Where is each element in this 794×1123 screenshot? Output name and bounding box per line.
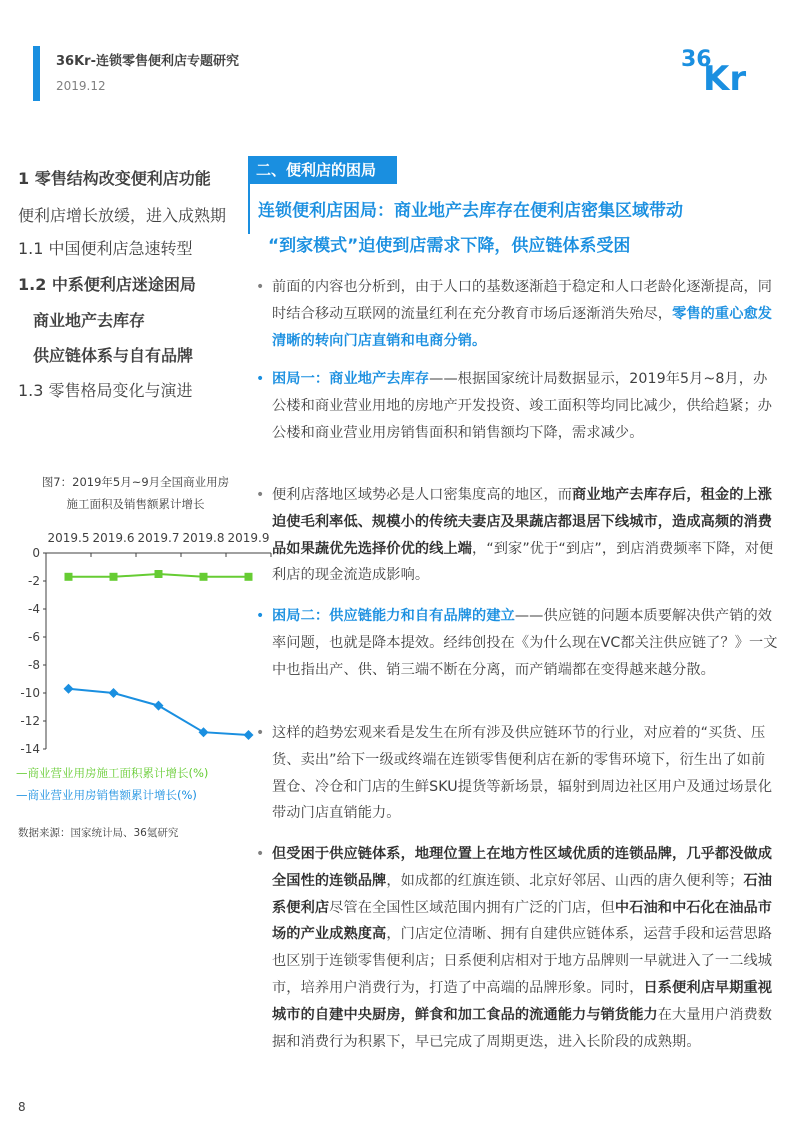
section-tag: 二、便利店的困局 bbox=[248, 156, 397, 184]
y-tick-label: -2 bbox=[28, 574, 40, 588]
toc-item-1-2[interactable]: 1.2 中系便利店迷途困局 bbox=[18, 275, 196, 294]
y-tick-label: -14 bbox=[20, 742, 40, 756]
x-tick-label: 2019.7 bbox=[137, 531, 180, 545]
paragraph-5: 这样的趋势宏观来看是发生在所有涉及供应链环节的行业，对应着的“买货、压货、卖出”给下一级或终端在连锁零售便利店在新的零售环境下，衍生出了如前置仓、冷仓和门店的生鲜SKU提货等新场景，辐射到周边社区用户及通过场景化带动门店直销能力。 bbox=[272, 725, 773, 822]
x-tick-label: 2019.5 bbox=[47, 531, 90, 545]
series-line-2 bbox=[69, 689, 249, 735]
data-point-series-1 bbox=[200, 573, 208, 581]
x-tick-label: 2019.9 bbox=[227, 531, 270, 545]
toc-item-1-3[interactable]: 1.3 零售格局变化与演进 bbox=[18, 381, 193, 400]
data-point-series-2 bbox=[154, 701, 164, 711]
bullet-icon: • bbox=[256, 608, 265, 624]
data-point-series-1 bbox=[110, 573, 118, 581]
y-tick-label: 0 bbox=[32, 546, 40, 560]
bullet-icon: • bbox=[256, 279, 265, 295]
paragraph-4: 困局二：供应链能力和自有品牌的建立——供应链的问题本质要解决供产销的效率问题，也就是降本提效。经纬创投在《为什么现在VC都关注供应链了？》一文中也指出产、供、销三端不断在分离，而产销端都在变得越来越分散。 bbox=[272, 608, 778, 678]
svg-text:36: 36 bbox=[681, 47, 712, 72]
figure-caption: 图7：2019年5月~9月全国商业用房 施工面积及销售额累计增长 bbox=[41, 475, 230, 511]
y-tick-label: -4 bbox=[28, 602, 40, 616]
paragraph-2: 困局一：商业地产去库存——根据国家统计局数据显示，2019年5月~8月，办公楼和商业营业用地的房地产开发投资、竣工面积等均同比减少，供给趋紧；办公楼和商业营业用房销售面积和销售额均下降，需求减少。 bbox=[272, 371, 773, 441]
data-point-series-1 bbox=[65, 573, 73, 581]
toc-item-real-estate[interactable]: 商业地产去库存 bbox=[33, 311, 146, 330]
report-title: 36Kr-连锁零售便利店专题研究 bbox=[56, 54, 239, 69]
bullet-icon: • bbox=[256, 487, 265, 503]
section-headline-line1: 连锁便利店困局：商业地产去库存在便利店密集区域带动 bbox=[258, 201, 683, 221]
data-point-series-2 bbox=[109, 688, 119, 698]
data-point-series-1 bbox=[155, 570, 163, 578]
36kr-logo-icon bbox=[681, 44, 765, 92]
data-point-series-2 bbox=[199, 727, 209, 737]
bullet-icon: • bbox=[256, 371, 265, 387]
x-tick-label: 2019.6 bbox=[92, 531, 135, 545]
bullet-icon: • bbox=[256, 846, 265, 862]
page-number: 8 bbox=[18, 1100, 26, 1114]
section-divider bbox=[248, 184, 250, 234]
toc-item-1-1[interactable]: 1.1 中国便利店急速转型 bbox=[18, 239, 193, 258]
legend-entry-1: —商业营业用房施工面积累计增长(%) bbox=[16, 766, 209, 780]
paragraph-3: 便利店落地区域势必是人口密集度高的地区，而商业地产去库存后，租金的上涨迫使毛利率低、规模小的传统夫妻店及果蔬店都退居下线城市，造成高频的消费品如果蔬优先选择价优的线上端，“到家”优于“到店”，到店消费频率下降，对便利店的现金流造成影响。 bbox=[272, 487, 774, 584]
y-tick-label: -6 bbox=[28, 630, 40, 644]
toc-item-1-sub[interactable]: 便利店增长放缓，进入成熟期 bbox=[18, 206, 227, 225]
svg-text:Kr: Kr bbox=[703, 59, 747, 92]
data-point-series-1 bbox=[245, 573, 253, 581]
line-chart bbox=[14, 525, 276, 815]
header-accent-bar bbox=[33, 46, 40, 101]
section-headline-line2: “到家模式”迫使到店需求下降，供应链体系受困 bbox=[268, 236, 631, 256]
data-point-series-2 bbox=[244, 730, 254, 740]
toc-item-supply-chain[interactable]: 供应链体系与自有品牌 bbox=[33, 346, 194, 365]
data-point-series-2 bbox=[64, 684, 74, 694]
y-tick-label: -8 bbox=[28, 658, 40, 672]
data-source: 数据来源：国家统计局、36氪研究 bbox=[18, 827, 179, 839]
toc-item-1[interactable]: 1 零售结构改变便利店功能 bbox=[18, 169, 211, 188]
x-tick-label: 2019.8 bbox=[182, 531, 225, 545]
paragraph-6: 但受困于供应链体系，地理位置上在地方性区域优质的连锁品牌，几乎都没做成全国性的连锁品牌，如成都的红旗连锁、北京好邻居、山西的唐久便利等；石油系便利店尽管在全国性区域范围内拥有广泛的门店，但中石油和中石化在油品市场的产业成熟度高，门店定位清晰、拥有自建供应链体系，运营手段和运营思路也区别于连锁零售便利店；日系便利店相对于地方品牌则一早就进入了一二线城市，培养用户消费行为，打造了中高端的品牌形象。同时，日系便利店早期重视城市的自建中央厨房，鲜食和加工食品的流通能力与销货能力在大量用户消费数据和消费行为积累下，早已完成了周期更迭，进入长阶段的成熟期。 bbox=[272, 846, 773, 1050]
bullet-icon: • bbox=[256, 725, 265, 741]
paragraph-1: 前面的内容也分析到，由于人口的基数逐渐趋于稳定和人口老龄化逐渐提高，同时结合移动互联网的流量红利在充分教育市场后逐渐消失殆尽，零售的重心愈发清晰的转向门店直销和电商分销。 bbox=[272, 279, 773, 349]
y-tick-label: -10 bbox=[20, 686, 40, 700]
y-tick-label: -12 bbox=[20, 714, 40, 728]
legend-entry-2: —商业营业用房销售额累计增长(%) bbox=[16, 788, 197, 802]
report-date: 2019.12 bbox=[56, 79, 106, 93]
